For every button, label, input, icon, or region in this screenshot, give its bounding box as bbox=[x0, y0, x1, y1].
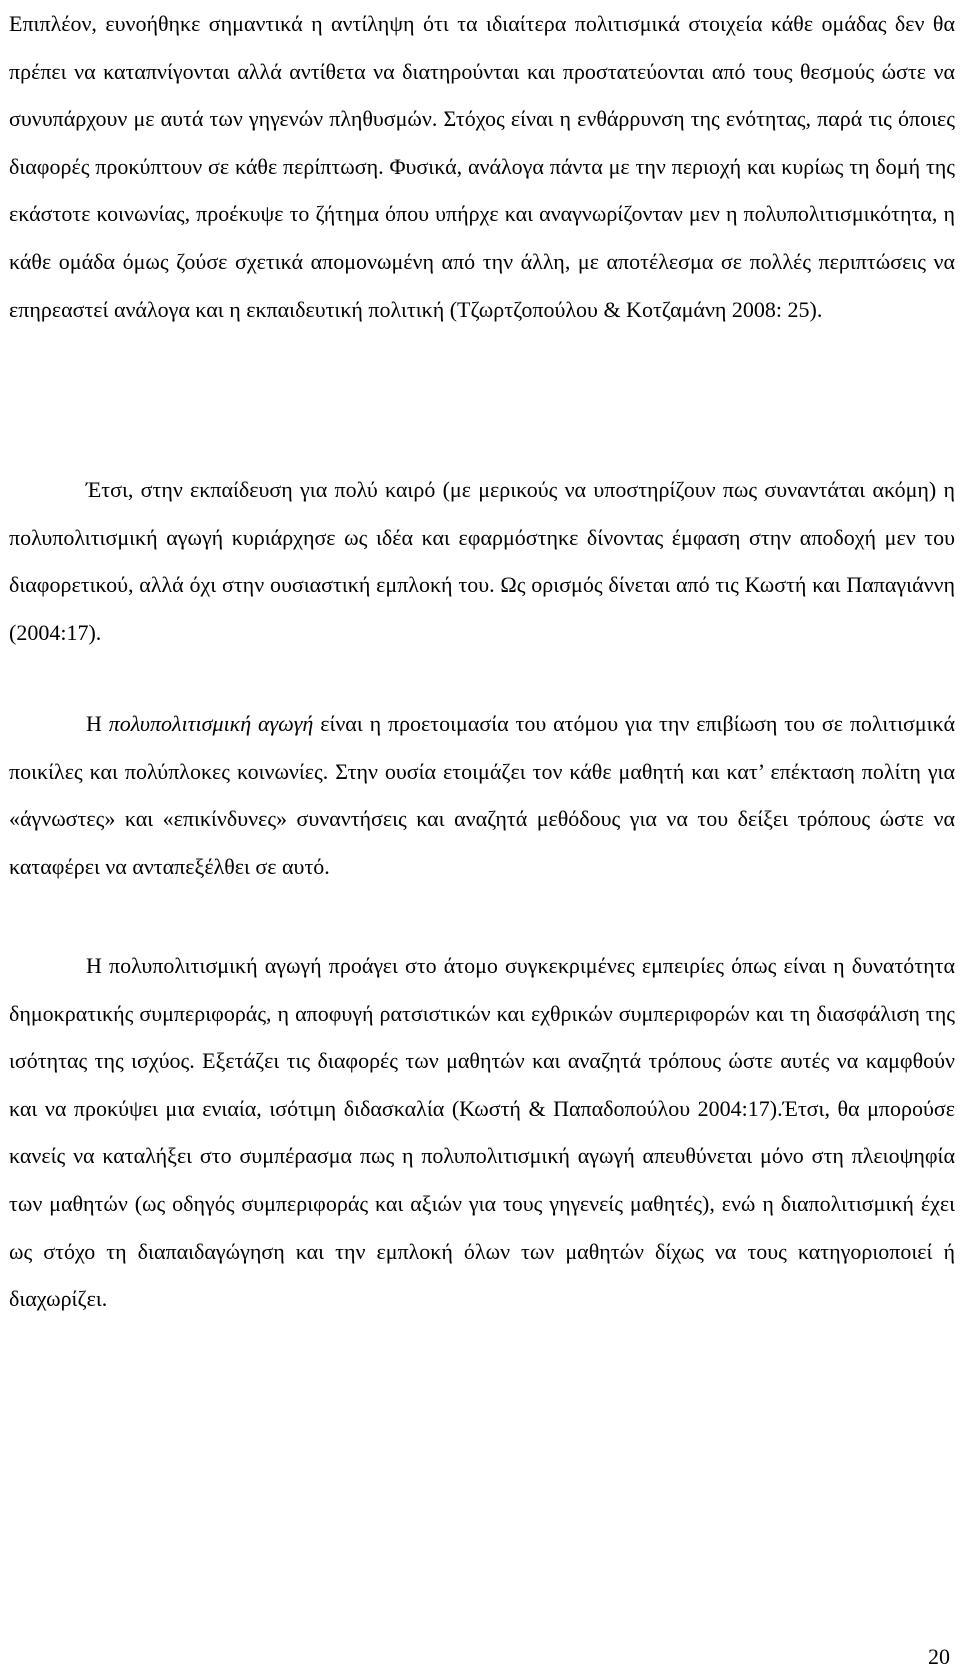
page-number: 20 bbox=[928, 1644, 950, 1669]
paragraph-2: Έτσι, στην εκπαίδευση για πολύ καιρό (με μερικούς να υποστηρίζουν πως συναντάται ακόμη) η πολυπολιτισμική αγωγή κυριάρχησε ως ιδέα και εφαρμόστηκε δίνοντας έμφαση στην αποδοχή μεν του διαφορετικού, αλλά όχι στην ουσιαστική εμπλοκή του. Ως ορισμός δίνεται από τις Κωστή και Παπαγιάννη (2004:17). bbox=[9, 477, 955, 645]
paragraph-3-start: Η bbox=[86, 711, 109, 736]
paragraph-4: Η πολυπολιτισμική αγωγή προάγει στο άτομο συγκεκριμένες εμπειρίες όπως είναι η δυνατότητα δημοκρατικής συμπεριφοράς, η αποφυγή ρατσιστικών και εχθρικών συμπεριφορών και τη διασφάλιση της ισότητας της ισχύος. Εξετάζει τις διαφορές των μαθητών και αναζητά τρόπους ώστε αυτές να καμφθούν και να προκύψει μια ενιαία, ισότιμη διδασκαλία (Κωστή & Παπαδοπούλου 2004:17).Έτσι, θα μπορούσε κανείς να καταλήξει στο συμπέρασμα πως η πολυπολιτισμική αγωγή απευθύνεται μόνο στη πλειοψηφία των μαθητών (ως οδηγός συμπεριφοράς και αξιών για τους γηγενείς μαθητές), ενώ η διαπολιτισμική έχει ως στόχο τη διαπαιδαγώγηση και την εμπλοκή όλων των μαθητών δίχως να τους κατηγοριοποιεί ή διαχωρίζει. bbox=[9, 953, 955, 1312]
paragraph-1: Επιπλέον, ευνοήθηκε σημαντικά η αντίληψη ότι τα ιδιαίτερα πολιτισμικά στοιχεία κάθε ομάδας δεν θα πρέπει να καταπνίγονται αλλά αντίθετα να διατηρούνται και προστατεύονται από τους θεσμούς ώστε να συνυπάρχουν με αυτά των γηγενών πληθυσμών. Στόχος είναι η ενθάρρυνση της ενότητας, παρά τις όποιες διαφορές προκύπτουν σε κάθε περίπτωση. Φυσικά, ανάλογα πάντα με την περιοχή και κυρίως τη δομή της εκάστοτε κοινωνίας, προέκυψε το ζήτημα όπου υπήρχε και αναγνωρίζονταν μεν η πολυπολιτισμικότητα, η κάθε ομάδα όμως ζούσε σχετικά απομονωμένη από την άλλη, με αποτέλεσμα σε πολλές περιπτώσεις να επηρεαστεί ανάλογα και η εκπαιδευτική πολιτική (Τζωρτζοπούλου & Κοτζαμάνη 2008: 25). bbox=[9, 11, 955, 322]
paragraph-3-term: πολυπολιτισμική αγωγή bbox=[108, 711, 314, 736]
paragraph-3-rest: είναι η προετοιμασία του ατόμου για την επιβίωση του σε πολιτισμικά ποικίλες και πολύπλοκες κοινωνίες. Στην ουσία ετοιμάζει τον κάθε μαθητή και κατ’ επέκταση πολίτη για «άγνωστες» και «επικίνδυνες» συναντήσεις και αναζητά μεθόδους για να του δείξει τρόπους ώστε να καταφέρει να ανταπεξέλθει σε αυτό. bbox=[9, 711, 955, 879]
paragraph-3 bbox=[9, 700, 955, 890]
